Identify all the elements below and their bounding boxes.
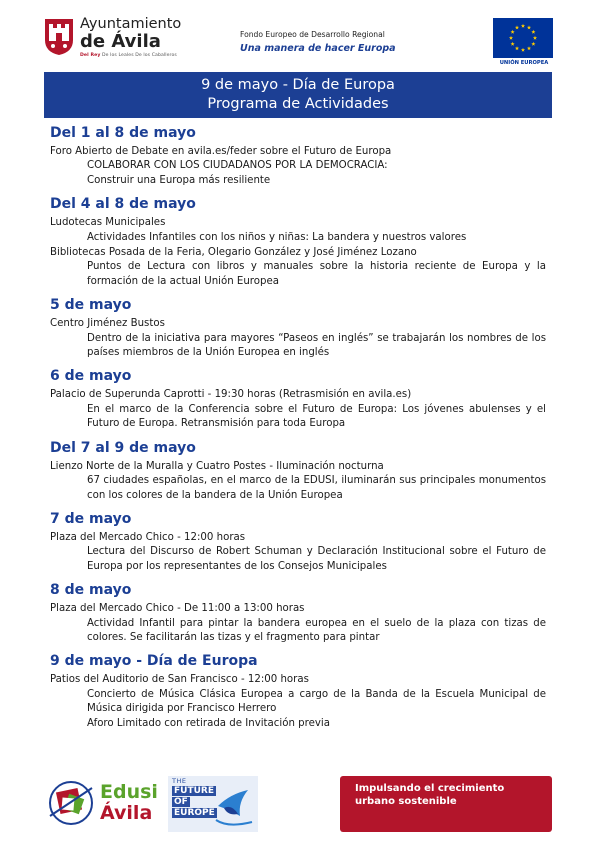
eu-label: UNIÓN EUROPEA	[499, 60, 549, 66]
activity-description: Aforo Limitado con retirada de Invitación previa	[87, 717, 330, 729]
tagline-1: Del Rey	[80, 53, 101, 58]
activity-venue: Lienzo Norte de la Muralla y Cuatro Postes - Iluminación nocturna	[50, 460, 384, 472]
activity-description: 67 ciudades españolas, en el marco de la EDUSI, iluminarán sus principales monumentos con los colores de la bandera de la Unión Europea	[87, 475, 546, 501]
activity-venue: Foro Abierto de Debate en avila.es/feder sobre el Futuro de Europa	[50, 146, 392, 157]
activity-description: Concierto de Música Clásica Europea a cargo de la Banda de la Escuela Municipal de Música dirigida por Francisco Herrero	[87, 688, 546, 715]
banner-title: 9 de mayo - Día de Europa	[201, 77, 395, 93]
section-heading: Del 7 al 9 de mayo	[50, 439, 196, 456]
eu-flag-icon	[493, 18, 553, 58]
city-name: Ávila	[111, 31, 161, 52]
section-heading: 6 de mayo	[50, 368, 132, 385]
section-heading: 8 de mayo	[50, 582, 132, 599]
activity-venue: Palacio de Superunda Caprotti - 19:30 horas (Retrasmisión en avila.es)	[50, 389, 412, 401]
activity-venue: Patios del Auditorio de San Francisco - 12:00 horas	[50, 674, 309, 686]
section-heading: 7 de mayo	[50, 510, 132, 527]
program-list	[50, 124, 546, 731]
future-of-europe-text	[172, 786, 217, 819]
activity-venue: Ludotecas Municipales	[50, 217, 166, 229]
feder-title: Fondo Europeo de Desarrollo Regional	[240, 30, 385, 39]
title-banner	[44, 72, 552, 118]
activity-venue: Plaza del Mercado Chico - De 11:00 a 13:00 horas	[50, 603, 305, 615]
activity-description: Construir una Europa más resiliente	[87, 174, 271, 186]
ayuntamiento-tagline	[80, 53, 177, 58]
tagline-3: De los Caballeros	[135, 53, 177, 58]
activity-description: Puntos de Lectura con libros y manuales sobre la historia reciente de Europa y la formación de la actual Unión Europea	[87, 261, 546, 287]
section-heading: 9 de mayo - Día de Europa	[50, 653, 258, 670]
ayuntamiento-label: Ayuntamiento	[80, 16, 182, 32]
city-prefix: de	[80, 31, 106, 52]
banner-subtitle: Programa de Actividades	[207, 96, 389, 112]
activity-venue: Centro Jiménez Bustos	[50, 318, 165, 330]
edusi-logo-icon	[44, 778, 98, 828]
section-heading: Del 1 al 8 de mayo	[50, 125, 196, 141]
feder-motto: Una manera de hacer Europa	[240, 43, 396, 54]
activity-description: Lectura del Discurso de Robert Schuman y Declaración Institucional sobre el Futuro de Europa por los representantes de los Consejos Municipales	[87, 546, 546, 572]
activity-venue: Plaza del Mercado Chico - 12:00 horas	[50, 531, 246, 543]
ayuntamiento-city	[80, 32, 161, 52]
europe-word: EUROPE	[174, 808, 215, 818]
section-heading: 5 de mayo	[50, 297, 132, 314]
ayuntamiento-shield-icon	[44, 18, 74, 56]
activity-description: Dentro de la iniciativa para mayores “Paseos en inglés” se trabajarán los nombres de los países miembros de la Unión Europea en inglés	[87, 332, 546, 359]
slogan-text: Impulsando el crecimiento urbano sostenible	[355, 783, 505, 807]
activity-description: Actividad Infantil para pintar la bandera europea en el suelo de la plaza con tizas de colores. Se facilitarán las tizas y el fragmento para pintar	[87, 617, 546, 643]
edusi-city: Ávila	[100, 802, 153, 824]
activity-description: En el marco de la Conferencia sobre el Futuro de Europa: Los jóvenes abulenses y el Futuro de Europa. Retransmisión para toda Europa	[87, 403, 546, 430]
tagline-2: De los Leales	[102, 53, 134, 58]
of-word: OF	[174, 797, 188, 807]
activity-description: COLABORAR CON LOS CIUDADANOS POR LA DEMOCRACIA:	[87, 160, 388, 172]
future-word: FUTURE	[174, 786, 214, 796]
section-heading: Del 4 al 8 de mayo	[50, 196, 196, 213]
activity-description: Actividades Infantiles con los niños y niñas: La bandera y nuestros valores	[87, 231, 467, 243]
activity-venue: Bibliotecas Posada de la Feria, Olegario González y José Jiménez Lozano	[50, 247, 417, 259]
future-the: THE	[172, 777, 187, 785]
edusi-word: Edusi	[100, 781, 158, 803]
